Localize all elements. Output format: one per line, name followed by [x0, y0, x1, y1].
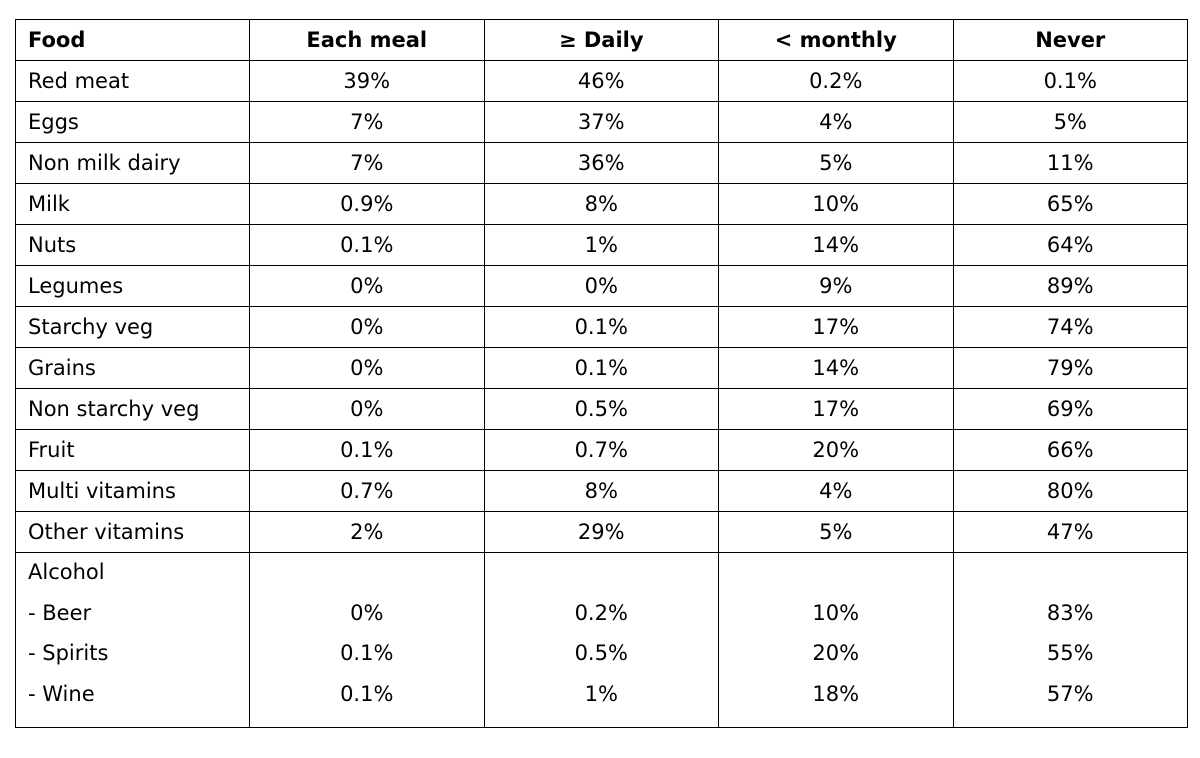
table-cell: 66%: [953, 430, 1188, 471]
food-frequency-table: [15, 19, 1188, 728]
table-cell: 0.1%: [250, 225, 485, 266]
alcohol-item-label: - Wine: [28, 681, 95, 706]
table-cell: 1%: [584, 681, 618, 706]
table-cell: 9%: [719, 266, 954, 307]
table-row: [16, 143, 1188, 184]
table-row: [16, 307, 1188, 348]
alcohol-monthly-cell: [719, 553, 954, 728]
table-cell: 29%: [484, 512, 719, 553]
table-cell: 0.1%: [340, 641, 394, 665]
table-cell: 37%: [484, 102, 719, 143]
table-cell: 5%: [719, 512, 954, 553]
alcohol-food-cell: [16, 553, 250, 728]
alcohol-item-label: - Spirits: [28, 641, 109, 665]
table-cell: 0.7%: [484, 430, 719, 471]
table-cell: 5%: [719, 143, 954, 184]
table-cell: 0%: [350, 600, 384, 625]
table-row: [16, 512, 1188, 553]
food-label: Other vitamins: [16, 512, 250, 553]
food-label: Fruit: [16, 430, 250, 471]
table-cell: 0.1%: [340, 681, 394, 706]
alcohol-each-meal-cell: [250, 553, 485, 728]
table-cell: 17%: [719, 389, 954, 430]
table-row: [16, 102, 1188, 143]
food-label: Multi vitamins: [16, 471, 250, 512]
table-cell: 0.9%: [250, 184, 485, 225]
table-row: [16, 266, 1188, 307]
table-cell: 39%: [250, 61, 485, 102]
table-cell: 0%: [250, 266, 485, 307]
table-cell: 14%: [719, 348, 954, 389]
table-cell: 0%: [484, 266, 719, 307]
table-cell: 4%: [719, 102, 954, 143]
table-cell: 14%: [719, 225, 954, 266]
food-label: Eggs: [16, 102, 250, 143]
table-cell: 10%: [812, 600, 860, 625]
table-cell: 0.1%: [250, 430, 485, 471]
table-row: [16, 61, 1188, 102]
table-cell: 17%: [719, 307, 954, 348]
header-never: Never: [953, 20, 1188, 61]
food-label: Red meat: [16, 61, 250, 102]
table-cell: 20%: [812, 641, 860, 665]
table-cell: 0.7%: [250, 471, 485, 512]
header-each-meal: Each meal: [250, 20, 485, 61]
table-row: [16, 348, 1188, 389]
table-cell: 79%: [953, 348, 1188, 389]
table-row: [16, 471, 1188, 512]
table-row: [16, 430, 1188, 471]
table-cell: 0.5%: [574, 641, 628, 665]
table-cell: 74%: [953, 307, 1188, 348]
table-cell: 64%: [953, 225, 1188, 266]
table-cell: 8%: [484, 184, 719, 225]
table-cell: 0.2%: [574, 600, 628, 625]
header-row: [16, 20, 1188, 61]
food-label: Legumes: [16, 266, 250, 307]
table-body: [16, 61, 1188, 728]
table-cell: 0%: [250, 307, 485, 348]
alcohol-never-cell: [953, 553, 1188, 728]
table-cell: 57%: [1046, 681, 1094, 706]
alcohol-label: Alcohol: [28, 560, 105, 584]
table-cell: 7%: [250, 143, 485, 184]
table-cell: 1%: [484, 225, 719, 266]
table-cell: 4%: [719, 471, 954, 512]
food-label: Non starchy veg: [16, 389, 250, 430]
table-cell: 65%: [953, 184, 1188, 225]
table-cell: 69%: [953, 389, 1188, 430]
table-row: [16, 184, 1188, 225]
header-daily: ≥ Daily: [484, 20, 719, 61]
table-cell: 2%: [250, 512, 485, 553]
table-cell: 0.2%: [719, 61, 954, 102]
table-cell: 5%: [953, 102, 1188, 143]
table-cell: 7%: [250, 102, 485, 143]
alcohol-item-label: - Beer: [28, 600, 92, 625]
table-cell: 36%: [484, 143, 719, 184]
table-cell: 0.1%: [953, 61, 1188, 102]
food-label: Milk: [16, 184, 250, 225]
table-row: [16, 225, 1188, 266]
table-cell: 20%: [719, 430, 954, 471]
table-cell: 47%: [953, 512, 1188, 553]
table-row-alcohol: [16, 553, 1188, 728]
table-cell: 46%: [484, 61, 719, 102]
alcohol-daily-cell: [484, 553, 719, 728]
table-cell: 11%: [953, 143, 1188, 184]
table-cell: 0.5%: [484, 389, 719, 430]
table-cell: 18%: [812, 681, 860, 706]
header-food: Food: [16, 20, 250, 61]
food-label: Starchy veg: [16, 307, 250, 348]
table-cell: 0.1%: [484, 348, 719, 389]
table-cell: 0%: [250, 348, 485, 389]
header-monthly: < monthly: [719, 20, 954, 61]
table-cell: 8%: [484, 471, 719, 512]
table-cell: 0%: [250, 389, 485, 430]
table-cell: 80%: [953, 471, 1188, 512]
table-cell: 10%: [719, 184, 954, 225]
table-row: [16, 389, 1188, 430]
food-label: Nuts: [16, 225, 250, 266]
table-cell: 0.1%: [484, 307, 719, 348]
table-cell: 55%: [1046, 641, 1094, 665]
food-label: Non milk dairy: [16, 143, 250, 184]
food-label: Grains: [16, 348, 250, 389]
table-cell: 83%: [1046, 600, 1094, 625]
table-cell: 89%: [953, 266, 1188, 307]
